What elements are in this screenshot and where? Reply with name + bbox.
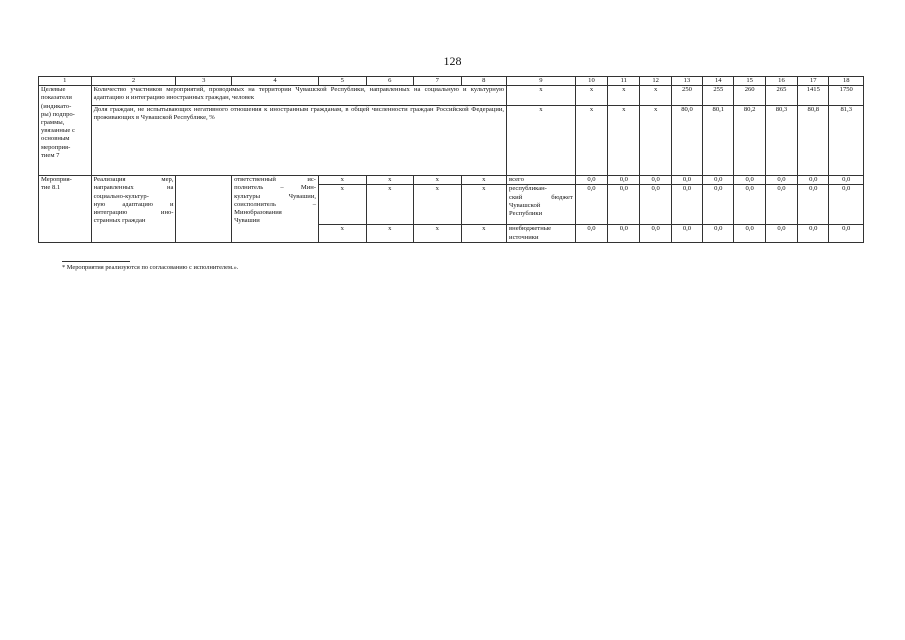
code-cell: x (461, 185, 506, 225)
name-line: Реализация мер, (93, 176, 174, 184)
source-line: внебюджетные (509, 225, 552, 233)
label-line: Мероприя- (41, 176, 72, 184)
value-cell: 0,0 (575, 185, 607, 225)
name-line: направленных на (93, 184, 174, 192)
responsible-line: полнитель – Мин- (234, 184, 317, 192)
code-cell: x (461, 176, 506, 185)
table-row (39, 176, 864, 185)
indicator-text: Доля граждан, не испытывающих негативного отношения к иностранным гражданам, в общей численности граждан Российской Федерации, проживающих в Чувашской Республике, % (91, 106, 506, 176)
header-cell: 9 (507, 77, 576, 86)
value-cell: 0,0 (765, 185, 797, 225)
program-table (38, 76, 864, 243)
value-cell: 0,0 (608, 185, 640, 225)
header-cell: 15 (734, 77, 765, 86)
value-cell: x (608, 106, 640, 176)
label-line: ры) подпро- (41, 110, 75, 118)
code-cell: x (319, 185, 367, 225)
label-line: (индикато- (41, 102, 72, 110)
header-cell: 17 (798, 77, 829, 86)
header-cell: 2 (91, 77, 176, 86)
header-cell: 5 (319, 77, 367, 86)
value-cell: x (608, 86, 640, 106)
value-cell: 0,0 (608, 225, 640, 243)
value-cell: 0,0 (798, 225, 829, 243)
value-cell: 260 (734, 86, 765, 106)
value-cell: 0,0 (734, 225, 765, 243)
code-cell: x (414, 176, 462, 185)
activity-name (91, 176, 176, 243)
header-cell: 8 (461, 77, 506, 86)
value-cell: 0,0 (640, 225, 671, 243)
source-line: ский бюджет (509, 193, 573, 201)
footnote-divider (62, 261, 130, 262)
value-cell: 0,0 (765, 176, 797, 185)
footnote: * Мероприятия реализуются по согласованию с исполнителем.». (62, 264, 239, 271)
header-cell: 12 (640, 77, 671, 86)
code-cell: x (461, 225, 506, 243)
value-cell: 81,3 (829, 106, 864, 176)
funding-source (507, 185, 576, 225)
header-cell: 4 (232, 77, 319, 86)
value-cell: 0,0 (703, 185, 734, 225)
funding-source: всего (507, 176, 576, 185)
name-line: интеграцию ино- (93, 209, 174, 217)
code-cell: x (366, 185, 414, 225)
value-cell: 0,0 (829, 185, 864, 225)
value-cell: 0,0 (640, 176, 671, 185)
activity-col3 (176, 176, 232, 243)
source-line: республикан- (509, 185, 547, 193)
responsible-line: культуры Чувашии, (234, 192, 317, 200)
label-line: граммы, (41, 119, 65, 127)
header-cell: 14 (703, 77, 734, 86)
label-line: тием 7 (41, 151, 60, 159)
value-cell: 0,0 (734, 185, 765, 225)
code-cell: x (319, 176, 367, 185)
page-number: 128 (443, 54, 462, 68)
label-line: мероприя- (41, 143, 71, 151)
value-cell: 0,0 (734, 176, 765, 185)
indicator-col9: x (507, 106, 576, 176)
activity-responsible (232, 176, 319, 243)
code-cell: x (366, 176, 414, 185)
indicator-text: Количество участников мероприятий, проводимых на территории Чувашской Республики, направленных на социальную и культурную адаптацию и интеграцию иностранных граждан, человек (91, 86, 506, 106)
code-cell: x (366, 225, 414, 243)
responsible-line: соисполнитель – (234, 200, 317, 208)
code-cell: x (319, 225, 367, 243)
name-line: странных граждан (93, 217, 146, 225)
code-cell: x (414, 185, 462, 225)
value-cell: 0,0 (829, 176, 864, 185)
value-cell: 80,0 (671, 106, 702, 176)
value-cell: 80,3 (765, 106, 797, 176)
value-cell: 250 (671, 86, 702, 106)
value-cell: 0,0 (798, 176, 829, 185)
responsible-line: Минобразования (234, 209, 282, 217)
header-cell: 1 (39, 77, 92, 86)
header-cell: 16 (765, 77, 797, 86)
target-indicators-label (39, 86, 92, 176)
value-cell: 265 (765, 86, 797, 106)
label-line: Целевые (41, 86, 66, 94)
header-cell: 11 (608, 77, 640, 86)
value-cell: x (575, 86, 607, 106)
value-cell: 0,0 (575, 176, 607, 185)
header-cell: 7 (414, 77, 462, 86)
name-line: ную адаптацию и (93, 200, 174, 208)
header-cell: 10 (575, 77, 607, 86)
table-row (39, 106, 864, 176)
header-cell: 18 (829, 77, 864, 86)
value-cell: 0,0 (798, 185, 829, 225)
code-cell: x (414, 225, 462, 243)
value-cell: x (575, 106, 607, 176)
value-cell: 0,0 (703, 176, 734, 185)
value-cell: 0,0 (575, 225, 607, 243)
value-cell: 1415 (798, 86, 829, 106)
source-line: Чувашской (509, 201, 541, 209)
header-cell: 3 (176, 77, 232, 86)
value-cell: x (640, 106, 671, 176)
name-line: социально-культур- (93, 192, 149, 200)
value-cell: 0,0 (608, 176, 640, 185)
value-cell: 1750 (829, 86, 864, 106)
indicator-col9: x (507, 86, 576, 106)
value-cell: 0,0 (671, 225, 702, 243)
value-cell: 255 (703, 86, 734, 106)
value-cell: x (640, 86, 671, 106)
source-line: источники (509, 233, 539, 241)
source-line: Республики (509, 210, 543, 218)
funding-source (507, 225, 576, 243)
value-cell: 0,0 (640, 185, 671, 225)
label-line: основным (41, 135, 70, 143)
value-cell: 0,0 (671, 176, 702, 185)
label-line: тие 8.1 (41, 184, 61, 192)
value-cell: 0,0 (703, 225, 734, 243)
value-cell: 80,8 (798, 106, 829, 176)
header-row (39, 77, 864, 86)
header-cell: 6 (366, 77, 414, 86)
value-cell: 0,0 (765, 225, 797, 243)
table-row (39, 86, 864, 106)
activity-label (39, 176, 92, 243)
label-line: показатели (41, 94, 72, 102)
responsible-line: ответственный ис- (234, 176, 317, 184)
label-line: увязанные с (41, 127, 75, 135)
header-cell: 13 (671, 77, 702, 86)
value-cell: 80,1 (703, 106, 734, 176)
responsible-line: Чувашии (234, 217, 260, 225)
value-cell: 0,0 (671, 185, 702, 225)
value-cell: 80,2 (734, 106, 765, 176)
value-cell: 0,0 (829, 225, 864, 243)
